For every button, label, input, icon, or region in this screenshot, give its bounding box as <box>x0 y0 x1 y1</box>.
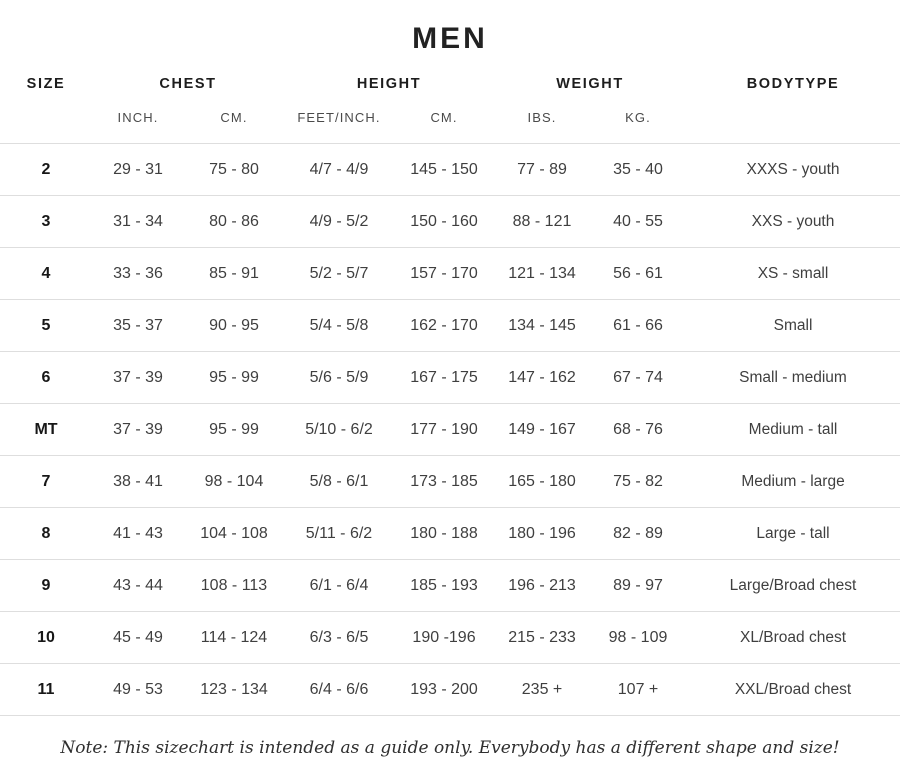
page-title: MEN <box>412 22 488 55</box>
cell-weight-lbs: 180 - 196 <box>494 508 590 560</box>
cell-chest-inch: 41 - 43 <box>92 508 184 560</box>
table-body <box>0 144 900 716</box>
cell-chest-cm: 114 - 124 <box>184 612 284 664</box>
cell-weight-lbs: 215 - 233 <box>494 612 590 664</box>
cell-size: 2 <box>0 144 92 196</box>
cell-size: 9 <box>0 560 92 612</box>
sizechart-note: Note: This sizechart is intended as a guide only. Everybody has a different shape and size! <box>60 738 840 758</box>
group-header-weight: WEIGHT <box>556 76 624 92</box>
group-header-chest: CHEST <box>159 76 217 92</box>
unit-header-chest-cm: CM. <box>220 110 248 125</box>
unit-header-chest-inch: INCH. <box>117 110 159 125</box>
cell-height-cm: 150 - 160 <box>394 196 494 248</box>
group-header-row <box>0 68 900 98</box>
size-chart-table <box>0 68 900 716</box>
cell-chest-cm: 95 - 99 <box>184 404 284 456</box>
cell-bodytype: Large/Broad chest <box>686 560 900 612</box>
cell-height-feet: 5/8 - 6/1 <box>284 456 394 508</box>
table-row <box>0 196 900 248</box>
cell-height-cm: 177 - 190 <box>394 404 494 456</box>
cell-bodytype: Medium - tall <box>686 404 900 456</box>
cell-height-cm: 157 - 170 <box>394 248 494 300</box>
cell-bodytype: Medium - large <box>686 456 900 508</box>
cell-height-cm: 185 - 193 <box>394 560 494 612</box>
cell-size: 11 <box>0 664 92 716</box>
cell-height-feet: 6/3 - 6/5 <box>284 612 394 664</box>
table-row <box>0 456 900 508</box>
cell-weight-lbs: 121 - 134 <box>494 248 590 300</box>
cell-chest-cm: 75 - 80 <box>184 144 284 196</box>
cell-height-cm: 145 - 150 <box>394 144 494 196</box>
unit-header-row <box>0 98 900 144</box>
cell-chest-cm: 80 - 86 <box>184 196 284 248</box>
cell-height-feet: 5/10 - 6/2 <box>284 404 394 456</box>
cell-chest-inch: 45 - 49 <box>92 612 184 664</box>
cell-chest-inch: 31 - 34 <box>92 196 184 248</box>
cell-size: 5 <box>0 300 92 352</box>
cell-size: 7 <box>0 456 92 508</box>
cell-chest-cm: 123 - 134 <box>184 664 284 716</box>
cell-chest-inch: 49 - 53 <box>92 664 184 716</box>
cell-height-feet: 4/9 - 5/2 <box>284 196 394 248</box>
cell-weight-kg: 68 - 76 <box>590 404 686 456</box>
cell-weight-lbs: 147 - 162 <box>494 352 590 404</box>
cell-height-feet: 6/1 - 6/4 <box>284 560 394 612</box>
cell-height-feet: 5/2 - 5/7 <box>284 248 394 300</box>
unit-header-weight-lbs: IBS. <box>527 110 557 125</box>
cell-weight-kg: 67 - 74 <box>590 352 686 404</box>
cell-weight-lbs: 77 - 89 <box>494 144 590 196</box>
cell-chest-cm: 104 - 108 <box>184 508 284 560</box>
cell-height-feet: 4/7 - 4/9 <box>284 144 394 196</box>
cell-weight-kg: 40 - 55 <box>590 196 686 248</box>
cell-chest-cm: 90 - 95 <box>184 300 284 352</box>
unit-header-height-cm: CM. <box>430 110 458 125</box>
cell-bodytype: XXS - youth <box>686 196 900 248</box>
table-row <box>0 404 900 456</box>
table-row <box>0 612 900 664</box>
cell-bodytype: Large - tall <box>686 508 900 560</box>
cell-weight-kg: 35 - 40 <box>590 144 686 196</box>
group-header-size: SIZE <box>26 76 66 92</box>
cell-height-feet: 5/4 - 5/8 <box>284 300 394 352</box>
cell-weight-kg: 107 + <box>590 664 686 716</box>
cell-bodytype: XS - small <box>686 248 900 300</box>
group-header-bodytype: BODYTYPE <box>746 76 840 92</box>
cell-chest-cm: 108 - 113 <box>184 560 284 612</box>
cell-chest-inch: 38 - 41 <box>92 456 184 508</box>
cell-chest-inch: 43 - 44 <box>92 560 184 612</box>
table-row <box>0 352 900 404</box>
cell-height-cm: 180 - 188 <box>394 508 494 560</box>
cell-size: 10 <box>0 612 92 664</box>
cell-chest-inch: 35 - 37 <box>92 300 184 352</box>
cell-weight-lbs: 196 - 213 <box>494 560 590 612</box>
cell-weight-kg: 89 - 97 <box>590 560 686 612</box>
unit-header-bodytype <box>686 98 900 144</box>
cell-size: 3 <box>0 196 92 248</box>
cell-chest-inch: 29 - 31 <box>92 144 184 196</box>
table-row <box>0 560 900 612</box>
cell-height-cm: 167 - 175 <box>394 352 494 404</box>
group-header-height: HEIGHT <box>356 76 422 92</box>
table-row <box>0 248 900 300</box>
cell-height-feet: 5/6 - 5/9 <box>284 352 394 404</box>
cell-bodytype: XL/Broad chest <box>686 612 900 664</box>
cell-weight-lbs: 165 - 180 <box>494 456 590 508</box>
cell-height-cm: 162 - 170 <box>394 300 494 352</box>
cell-bodytype: Small - medium <box>686 352 900 404</box>
cell-chest-inch: 37 - 39 <box>92 404 184 456</box>
cell-chest-inch: 37 - 39 <box>92 352 184 404</box>
cell-weight-kg: 75 - 82 <box>590 456 686 508</box>
table-row <box>0 144 900 196</box>
cell-size: 4 <box>0 248 92 300</box>
unit-header-size <box>0 98 92 144</box>
cell-size: 6 <box>0 352 92 404</box>
cell-bodytype: XXL/Broad chest <box>686 664 900 716</box>
cell-weight-lbs: 88 - 121 <box>494 196 590 248</box>
cell-weight-kg: 56 - 61 <box>590 248 686 300</box>
cell-size: MT <box>0 404 92 456</box>
unit-header-weight-kg: KG. <box>625 110 651 125</box>
cell-chest-inch: 33 - 36 <box>92 248 184 300</box>
unit-header-height-feet-inch: FEET/INCH. <box>297 110 381 125</box>
cell-weight-kg: 82 - 89 <box>590 508 686 560</box>
cell-height-feet: 6/4 - 6/6 <box>284 664 394 716</box>
cell-bodytype: XXXS - youth <box>686 144 900 196</box>
cell-weight-lbs: 149 - 167 <box>494 404 590 456</box>
table-row <box>0 664 900 716</box>
cell-size: 8 <box>0 508 92 560</box>
cell-height-feet: 5/11 - 6/2 <box>284 508 394 560</box>
cell-weight-lbs: 235 + <box>494 664 590 716</box>
cell-height-cm: 190 -196 <box>394 612 494 664</box>
table-row <box>0 508 900 560</box>
table-row <box>0 300 900 352</box>
cell-height-cm: 193 - 200 <box>394 664 494 716</box>
cell-weight-kg: 61 - 66 <box>590 300 686 352</box>
cell-weight-lbs: 134 - 145 <box>494 300 590 352</box>
cell-chest-cm: 85 - 91 <box>184 248 284 300</box>
cell-chest-cm: 95 - 99 <box>184 352 284 404</box>
cell-chest-cm: 98 - 104 <box>184 456 284 508</box>
table-header <box>0 68 900 144</box>
cell-weight-kg: 98 - 109 <box>590 612 686 664</box>
cell-bodytype: Small <box>686 300 900 352</box>
cell-height-cm: 173 - 185 <box>394 456 494 508</box>
